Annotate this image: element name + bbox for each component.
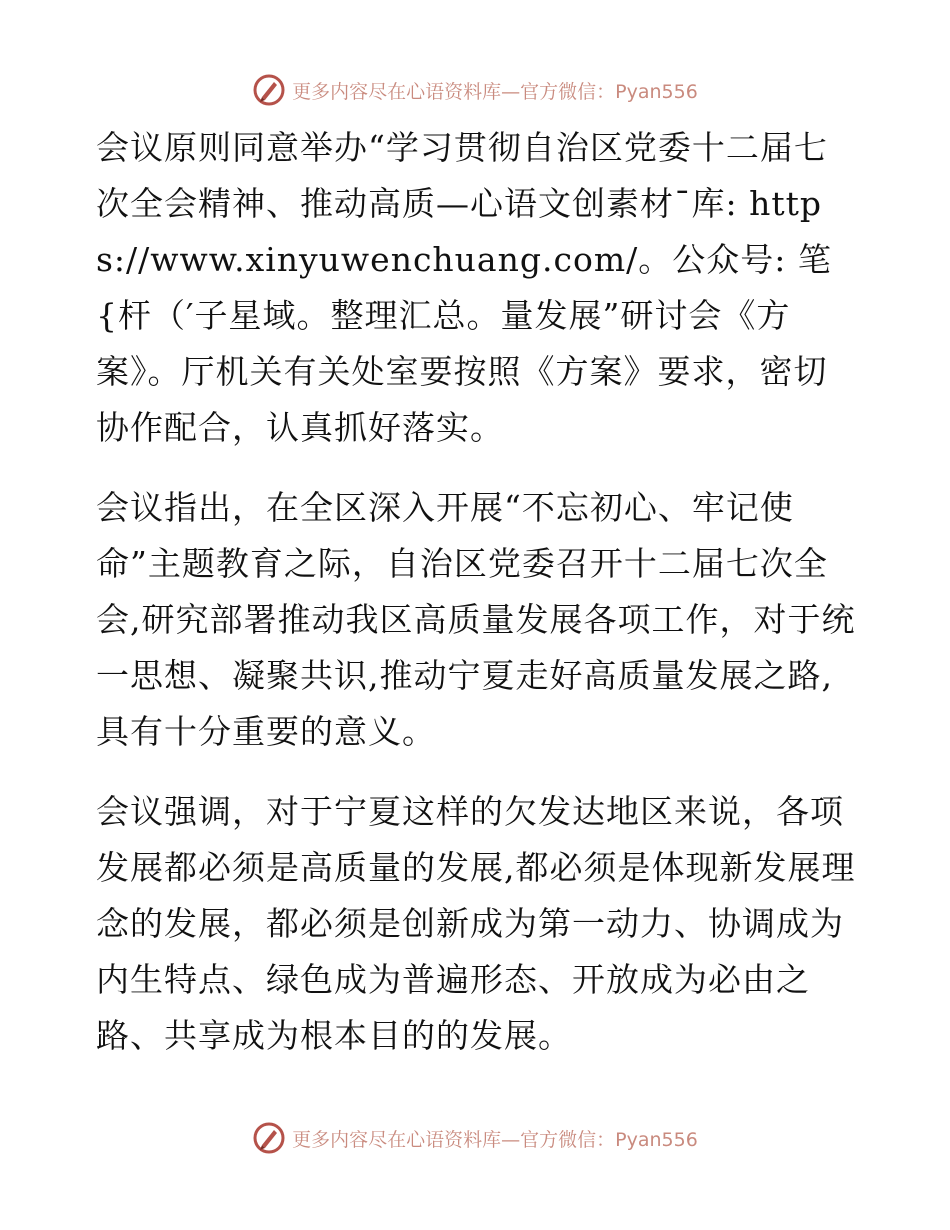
paragraph-2: 会议指出，在全区深入开展“不忘初心、牢记使命”主题教育之际，自治区党委召开十二届七次全会,研究部署推动我区高质量发展各项工作，对于统一思想、凝聚共识,推动宁夏走好高质量发展之路,具有十分重要的意义。 [96,488,856,751]
header-watermark [0,70,950,110]
document-body [96,120,856,1088]
paragraph-3: 会议强调，对于宁夏这样的欠发达地区来说，各项发展都必须是高质量的发展,都必须是体现新发展理念的发展，都必须是创新成为第一动力、协调成为内生特点、绿色成为普遍形态、开放成为必由之路、共享成为根本目的的发展。 [96,792,856,1055]
watermark-text: 更多内容尽在心语资料库—官方微信：Pyan556 [292,80,698,103]
pen-nib-icon [252,1121,286,1155]
paragraph-1: 会议原则同意举办“学习贯彻自治区党委十二届七次全会精神、推动高质—心语文创素材¯库: https://www.xinyuwenchuang.com/。公众号: 笔{杆（′子星域。整理汇总。量发展”研讨会《方案》。厅机关有关处室要按照《方案》要求，密切协作配合，认真抓好落实。 [96,128,832,447]
footer-watermark [0,1118,950,1158]
watermark-text: 更多内容尽在心语资料库—官方微信：Pyan556 [292,1128,698,1151]
pen-nib-icon [252,73,286,107]
